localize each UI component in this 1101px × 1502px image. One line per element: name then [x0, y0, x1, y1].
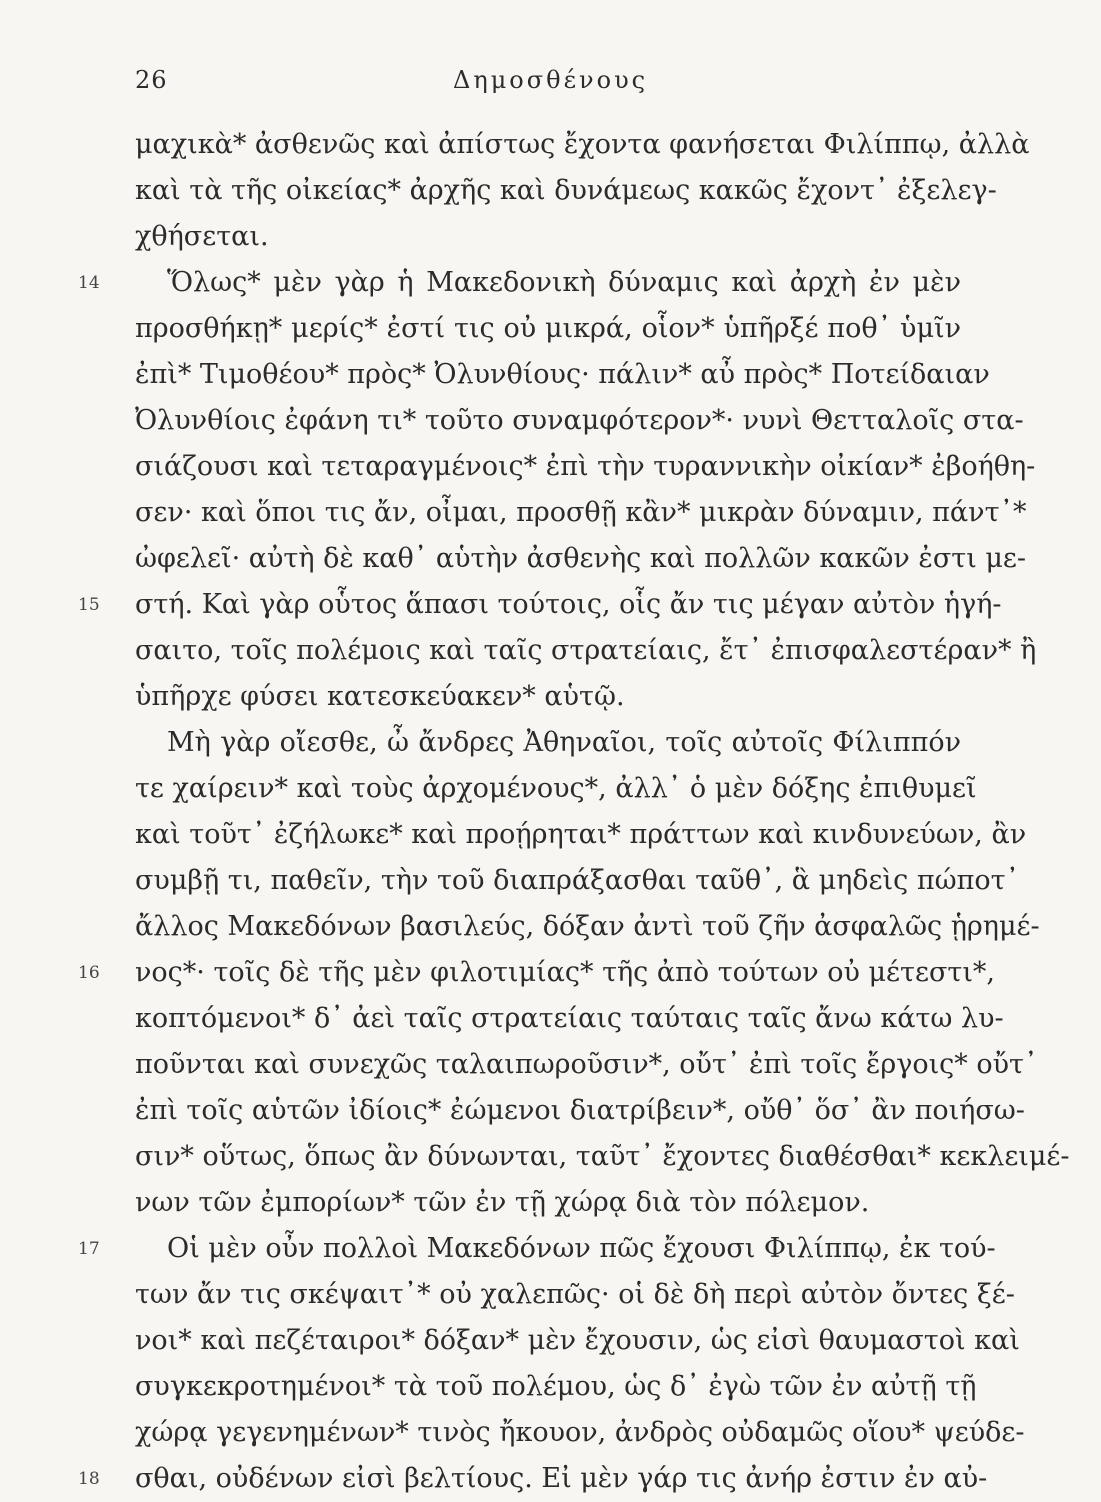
- page-number: 26: [135, 66, 168, 94]
- text-line: συγκεκροτημένοι* τὰ τοῦ πολέμου, ὡς δ᾽ ἐγὼ τῶν ἐν αὐτῇ τῇ: [135, 1371, 977, 1402]
- text-line: μαχικὰ* ἀσθενῶς καὶ ἀπίστως ἔχοντα φανήσεται Φιλίππῳ, ἀλλὰ: [135, 129, 1030, 160]
- text-line: χθήσεται.: [135, 221, 269, 252]
- text-line: 15 στή. Καὶ γὰρ οὗτος ἅπασι τούτοις, οἷς ἄν τις μέγαν αὐτὸν ἡγή-: [135, 582, 961, 628]
- section-number: 16: [78, 963, 100, 983]
- text-line: των ἄν τις σκέψαιτ᾽* οὐ χαλεπῶς· οἱ δὲ δὴ περὶ αὐτὸν ὄντες ξέ-: [135, 1279, 1015, 1310]
- text-line: ὠφελεῖ· αὐτὴ δὲ καθ᾽ αὑτὴν ἀσθενὴς καὶ πολλῶν κακῶν ἐστι με-: [135, 543, 1027, 574]
- text-line: 17 Οἱ μὲν οὖν πολλοὶ Μακεδόνων πῶς ἔχουσι Φιλίππῳ, ἐκ τού-: [135, 1226, 961, 1272]
- text-line: 16 νος*· τοῖς δὲ τῆς μὲν φιλοτιμίας* τῆς ἀπὸ τούτων οὐ μέτεστι*,: [135, 950, 961, 996]
- text-line: συμβῇ τι, παθεῖν, τὴν τοῦ διαπράξασθαι ταῦθ᾽, ἃ μηδεὶς πώποτ᾽: [135, 865, 1020, 896]
- text-line: σιάζουσι καὶ τεταραγμένοις* ἐπὶ τὴν τυραννικὴν οἰκίαν* ἐβοήθη-: [135, 451, 1036, 482]
- text-line: ὑπῆρχε φύσει κατεσκεύακεν* αὑτῷ.: [135, 681, 625, 712]
- text-line: χώρᾳ γεγενημένων* τινὸς ἤκουον, ἀνδρὸς οὐδαμῶς οἵου* ψεύδε-: [135, 1417, 1025, 1448]
- text-line: κοπτόμενοι* δ᾽ ἀεὶ ταῖς στρατείαις ταύταις ταῖς ἄνω κάτω λυ-: [135, 1003, 1004, 1034]
- text-line: νοι* καὶ πεζέταιροι* δόξαν* μὲν ἔχουσιν, ὡς εἰσὶ θαυμαστοὶ καὶ: [135, 1325, 1020, 1356]
- text-line: τε χαίρειν* καὶ τοὺς ἀρχομένους*, ἀλλ᾽ ὁ μὲν δόξης ἐπιθυμεῖ: [135, 773, 977, 804]
- section-number: 17: [78, 1239, 100, 1259]
- section-number: 14: [78, 273, 100, 293]
- text-line: σαιτο, τοῖς πολέμοις καὶ ταῖς στρατείαις, ἔτ᾽ ἐπισφαλεστέραν* ἢ: [135, 635, 1037, 666]
- text-line: καὶ τοῦτ᾽ ἐζήλωκε* καὶ προῄρηται* πράττων καὶ κινδυνεύων, ἂν: [135, 819, 1027, 850]
- text-line: ποῦνται καὶ συνεχῶς ταλαιπωροῦσιν*, οὔτ᾽ ἐπὶ τοῖς ἔργοις* οὔτ᾽: [135, 1049, 1038, 1080]
- text-line: προσθήκῃ* μερίς* ἐστί τις οὐ μικρά, οἷον* ὑπῆρξέ ποθ᾽ ὑμῖν: [135, 313, 961, 344]
- text-line: 14 Ὅλως* μὲν γὰρ ἡ Μακεδονικὴ δύναμις καὶ ἀρχὴ ἐν μὲν: [135, 260, 961, 306]
- text-line: ἐπὶ* Τιμοθέου* πρὸς* Ὀλυνθίους· πάλιν* αὖ πρὸς* Ποτείδαιαν: [135, 359, 990, 390]
- main-text: [78, 122, 1070, 1502]
- text-line: σιν* οὕτως, ὅπως ἂν δύνωνται, ταῦτ᾽ ἔχοντες διαθέσθαι* κεκλειμέ-: [135, 1141, 1070, 1172]
- section-number: 15: [78, 595, 100, 615]
- section-number: 18: [78, 1469, 100, 1489]
- text-line: ἐπὶ τοῖς αὑτῶν ἰδίοις* ἐώμενοι διατρίβειν*, οὔθ᾽ ὅσ᾽ ἂν ποιήσω-: [135, 1095, 1025, 1126]
- text-line: ἄλλος Μακεδόνων βασιλεύς, δόξαν ἀντὶ τοῦ ζῆν ἀσφαλῶς ᾑρημέ-: [135, 911, 1040, 942]
- text-line: Ὀλυνθίοις ἐφάνη τι* τοῦτο συναμφότερον*· νυνὶ Θετταλοῖς στα-: [135, 405, 1024, 436]
- text-line: 18 σθαι, οὐδένων εἰσὶ βελτίους. Εἰ μὲν γάρ τις ἀνήρ ἐστιν ἐν αὐ-: [135, 1456, 961, 1502]
- text-line: νων τῶν ἐμπορίων* τῶν ἐν τῇ χώρᾳ διὰ τὸν πόλεμον.: [135, 1187, 870, 1218]
- page-header: [135, 66, 960, 106]
- running-title: Δημοσθένους: [453, 66, 649, 94]
- text-line: σεν· καὶ ὅποι τις ἄν, οἶμαι, προσθῇ κἂν* μικρὰν δύναμιν, πάντ᾽*: [135, 497, 1027, 528]
- text-line: καὶ τὰ τῆς οἰκείας* ἀρχῆς καὶ δυνάμεως κακῶς ἔχοντ᾽ ἐξελεγ-: [135, 175, 997, 206]
- text-line: Μὴ γὰρ οἴεσθε, ὦ ἄνδρες Ἀθηναῖοι, τοῖς αὐτοῖς Φίλιππόν: [167, 727, 961, 758]
